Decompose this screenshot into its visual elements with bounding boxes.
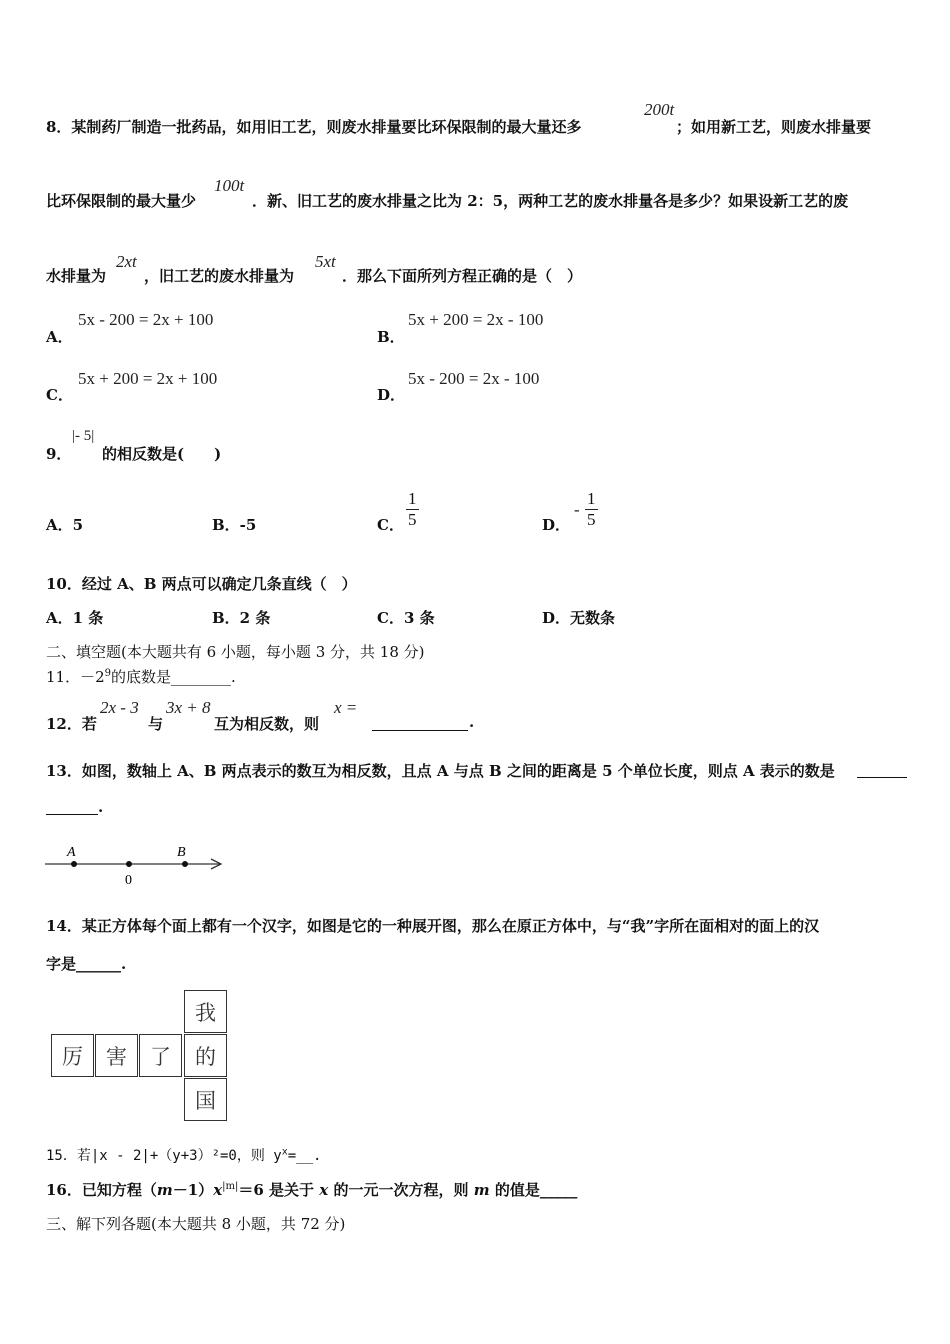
q16-end: 的值是_____ xyxy=(494,1181,578,1199)
q9-d-denominator: 5 xyxy=(587,510,596,529)
q12-expr1: 2x - 3 xyxy=(100,698,139,717)
q8-line1 xyxy=(46,116,581,137)
q9-option-b[interactable]: B．-5 xyxy=(212,516,257,534)
q12-var: x = xyxy=(334,698,358,717)
q8-text-3a: 水排量为 xyxy=(46,267,107,285)
q8-option-c-expr: 5x + 200 = 2x + 100 xyxy=(78,369,218,388)
q16-text: ＝6 是关于 xyxy=(238,1181,315,1199)
q13-blank-2[interactable] xyxy=(46,800,98,815)
q9-option-d-fraction xyxy=(585,489,598,530)
q10-option-a[interactable]: A．1 条 xyxy=(46,609,104,627)
q8-option-b-label[interactable]: B． xyxy=(377,328,405,346)
q8-option-b-expr: 5x + 200 = 2x - 100 xyxy=(408,310,544,329)
q10-option-d[interactable]: D．无数条 xyxy=(542,609,616,627)
section-3-heading: 三、解下列各题(本大题共 8 小题，共 72 分) xyxy=(46,1215,346,1233)
q8-text-2b: ．新、旧工艺的废水排量之比为 2：5，两种工艺的废水排量各是多少？如果设新工艺的废 xyxy=(252,192,849,210)
label-b: B xyxy=(177,845,186,860)
q16 xyxy=(46,1179,577,1200)
q15-exponent: x xyxy=(281,1146,288,1158)
q8-text-3c: ．那么下面所列方程正确的是（ ） xyxy=(342,267,583,285)
q8-option-a-expr: 5x - 200 = 2x + 100 xyxy=(78,310,214,329)
q8-text-3b: ，旧工艺的废水排量为 xyxy=(144,267,295,285)
q16-m2: m xyxy=(473,1181,490,1199)
q9-option-c-fraction xyxy=(406,489,419,530)
label-a: A xyxy=(67,845,76,860)
q9-abs-expr: |- 5| xyxy=(72,428,95,444)
q11-suffix: 的底数是________. xyxy=(111,668,236,686)
q8-option-d-label[interactable]: D． xyxy=(377,386,406,404)
q16-prefix: 16．已知方程（ xyxy=(46,1181,157,1199)
q12-prefix: 12．若 xyxy=(46,715,97,733)
q16-mid: －1） xyxy=(172,1181,214,1199)
q13-line1: 13．如图，数轴上 A、B 两点表示的数互为相反数，且点 A 与点 B 之间的距离是 5 个单位长度，则点 A 表示的数是 xyxy=(46,762,835,780)
q9-option-d-label[interactable]: D． xyxy=(542,516,571,534)
q15-end: =__. xyxy=(287,1148,322,1164)
section-2-heading: 二、填空题(本大题共有 6 小题，每小题 3 分，共 18 分) xyxy=(46,643,425,661)
q16-m1: m xyxy=(156,1181,173,1199)
q9-d-numerator: 1 xyxy=(587,489,596,508)
q11-exponent: 9 xyxy=(104,668,112,679)
number-line-figure xyxy=(40,838,230,888)
q16-x2: x xyxy=(319,1181,329,1199)
q8-val-200t: 200t xyxy=(644,100,675,119)
q9-c-numerator: 1 xyxy=(408,489,417,508)
cube-face-le: 了 xyxy=(139,1034,182,1077)
point-origin xyxy=(126,861,132,867)
q9-d-sign: - xyxy=(574,500,580,519)
q10-option-b[interactable]: B．2 条 xyxy=(212,609,271,627)
q12-answer-blank[interactable] xyxy=(372,716,468,731)
q8-text-1: 8．某制药厂制造一批药品，如用旧工艺，则废水排量要比环保限制的最大量还多 xyxy=(46,118,582,136)
q9-option-a[interactable]: A．5 xyxy=(46,516,84,534)
q14-line1: 14．某正方体每个面上都有一个汉字，如图是它的一种展开图，那么在原正方体中，与“我”字所在面相对的面上的汉 xyxy=(46,917,820,935)
q16-text2: 的一元一次方程，则 xyxy=(333,1181,469,1199)
q14-line2: 字是______. xyxy=(46,955,127,973)
q11 xyxy=(46,666,236,687)
q9-text: 的相反数是( ) xyxy=(102,445,222,463)
q10-text: 10．经过 A、B 两点可以确定几条直线（ ） xyxy=(46,575,357,593)
q8-val-100t: 100t xyxy=(214,176,245,195)
q12-end: . xyxy=(469,713,475,731)
q9-option-c-label[interactable]: C． xyxy=(377,516,404,534)
cube-face-li: 厉 xyxy=(51,1034,94,1077)
q12-expr2: 3x + 8 xyxy=(166,698,211,717)
q8-option-d-expr: 5x - 200 = 2x - 100 xyxy=(408,369,540,388)
q12-text: 互为相反数，则 xyxy=(214,715,320,733)
cube-face-de: 的 xyxy=(184,1034,227,1077)
cube-face-guo: 国 xyxy=(184,1078,227,1121)
cube-face-hai: 害 xyxy=(95,1034,138,1077)
q8-val-2xt: 2xt xyxy=(116,252,137,271)
q8-val-5xt: 5xt xyxy=(315,252,336,271)
q8-text-1b: ；如用新工艺，则废水排量要 xyxy=(676,118,872,136)
q8-option-c-label[interactable]: C． xyxy=(46,386,73,404)
q15-text: 15．若|x - 2|+（y+3）²=0，则 y xyxy=(46,1148,282,1164)
q11-prefix: 11．－2 xyxy=(46,668,105,686)
point-b xyxy=(182,861,188,867)
q12-mid: 与 xyxy=(148,715,164,733)
q10-option-c[interactable]: C．3 条 xyxy=(377,609,435,627)
label-zero: 0 xyxy=(125,873,132,888)
q13-end: . xyxy=(98,798,104,816)
q16-exponent: |m| xyxy=(222,1181,239,1192)
point-a xyxy=(71,861,77,867)
q9-prefix: 9． xyxy=(46,445,72,463)
q13-blank-1[interactable] xyxy=(857,763,907,778)
q9-c-denominator: 5 xyxy=(408,510,417,529)
q15 xyxy=(46,1145,321,1165)
q16-x: x xyxy=(213,1181,223,1199)
q8-option-a-label[interactable]: A． xyxy=(46,328,73,346)
cube-face-wo: 我 xyxy=(184,990,227,1033)
q8-text-2a: 比环保限制的最大量少 xyxy=(46,192,197,210)
